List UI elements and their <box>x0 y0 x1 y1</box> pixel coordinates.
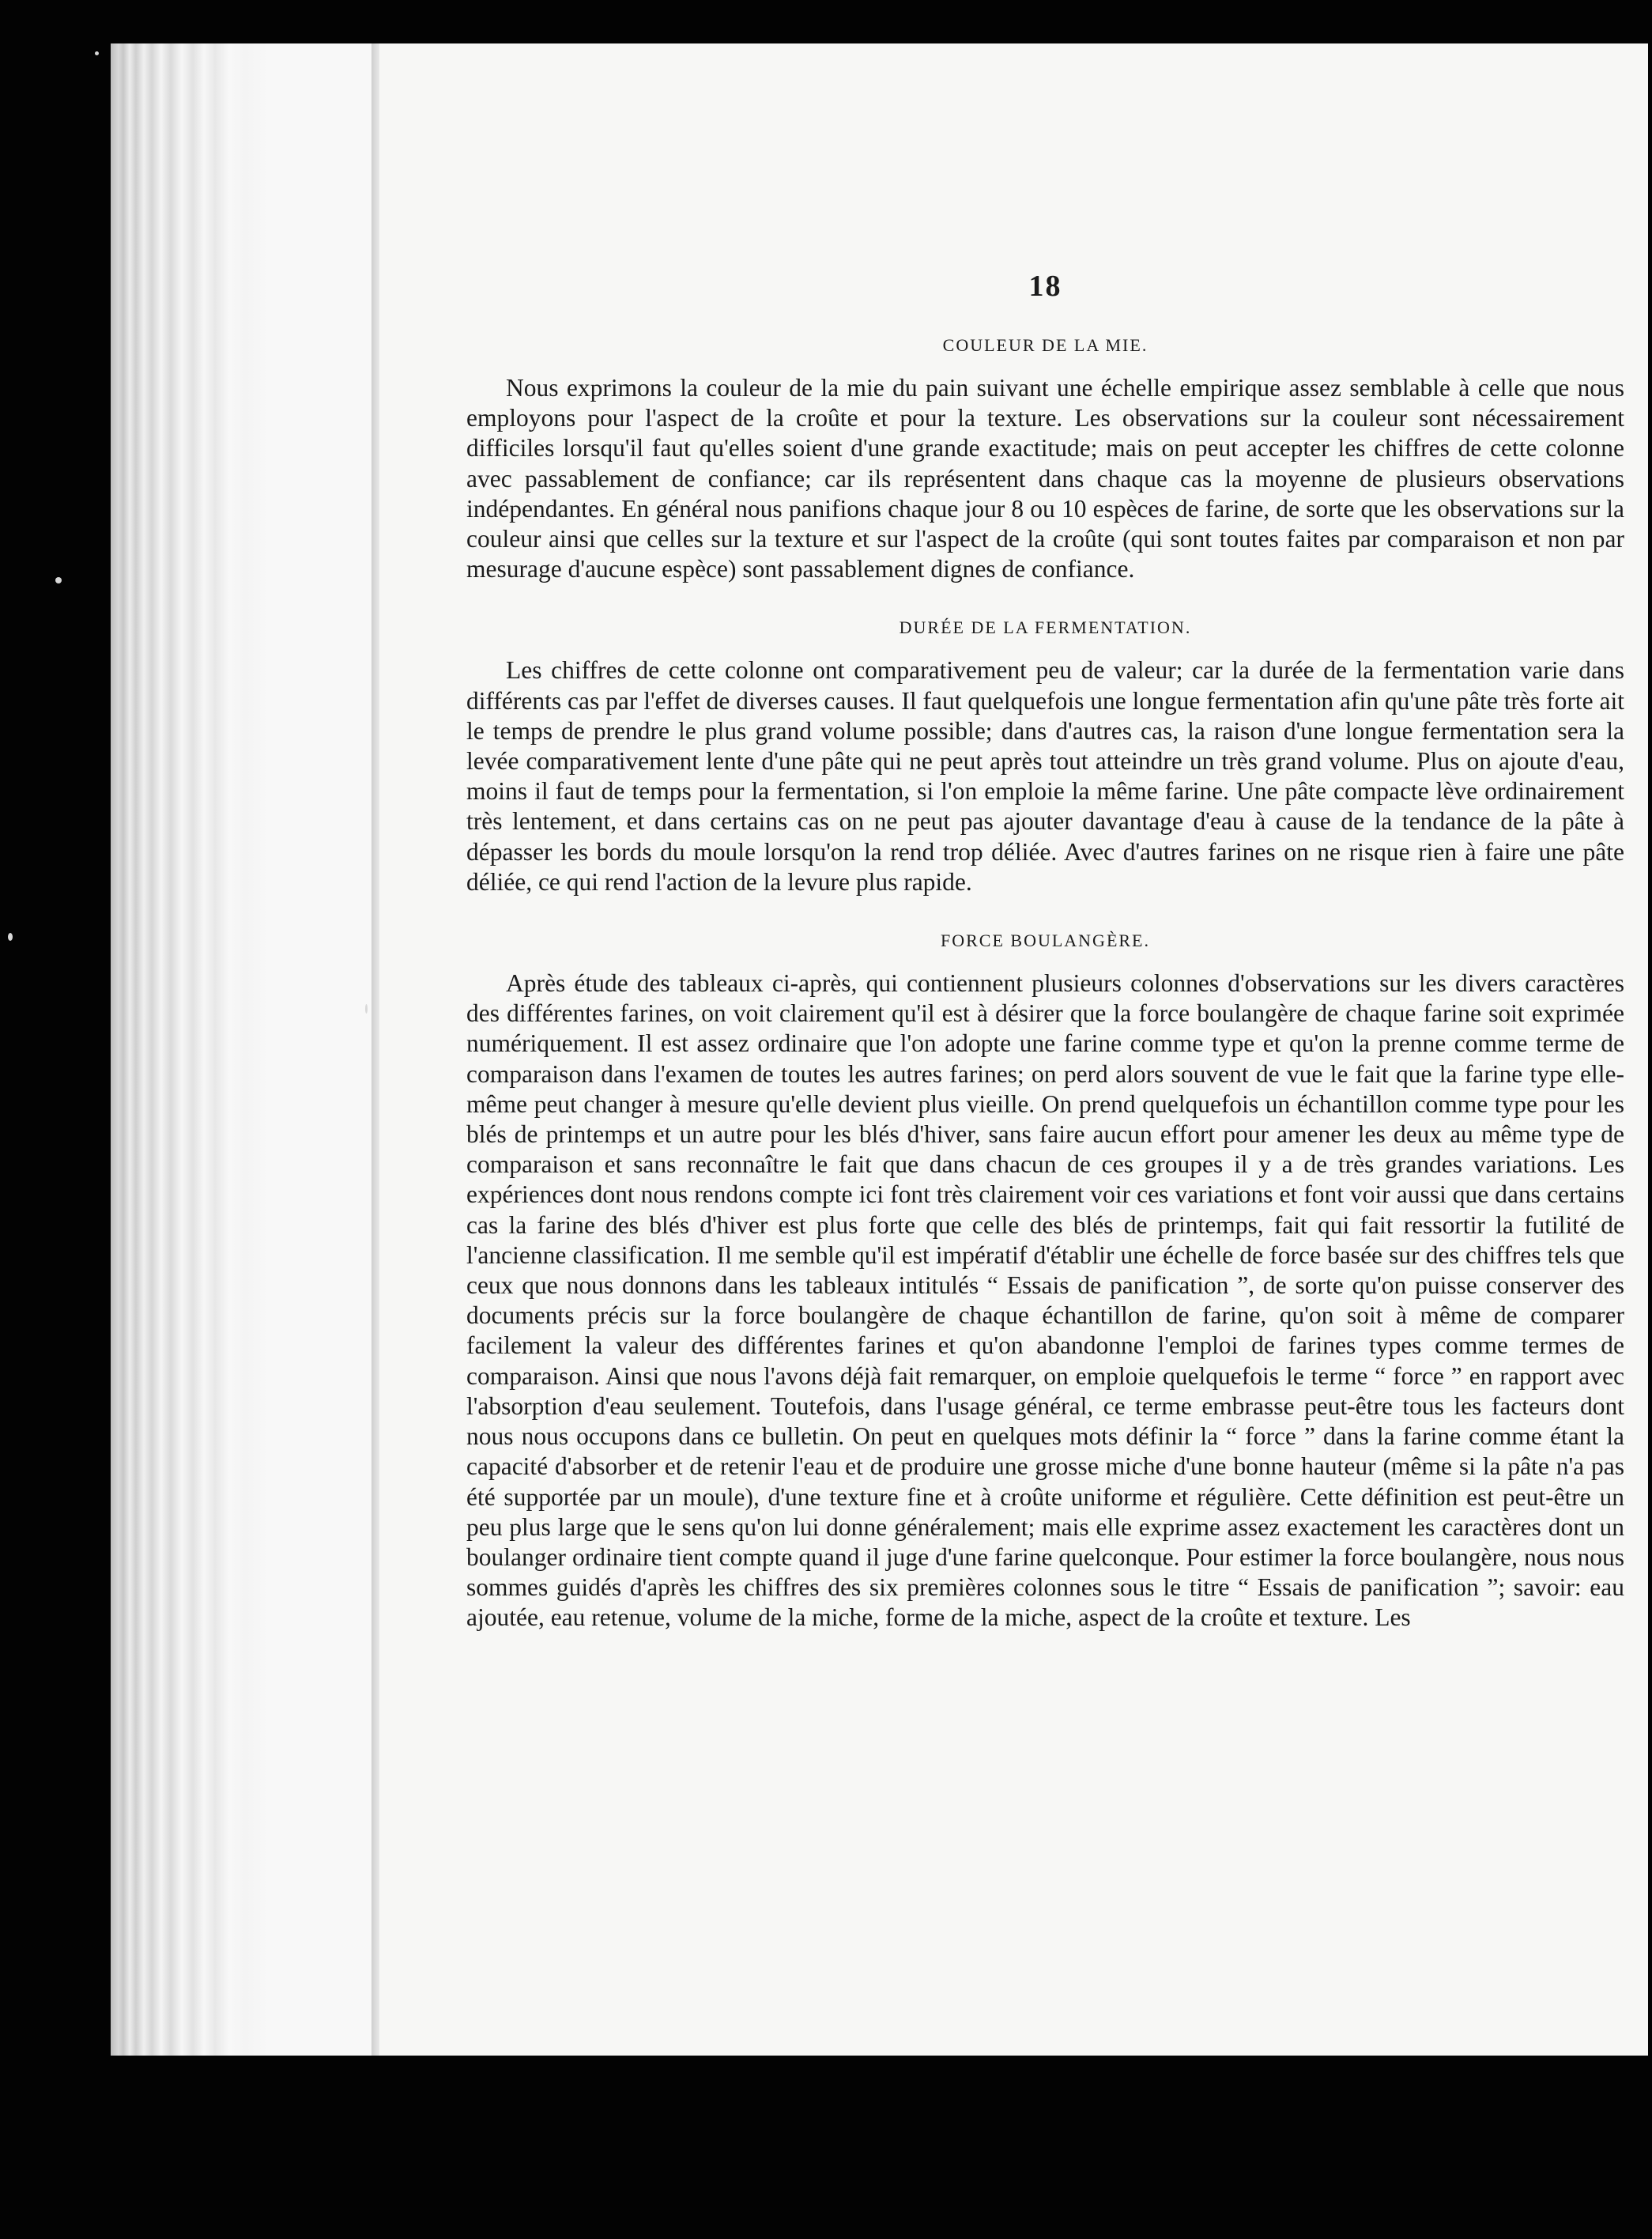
section-heading-couleur: COULEUR DE LA MIE. <box>942 335 1148 355</box>
paragraph-force: Après étude des tableaux ci-après, qui contiennent plusieurs colonnes d'observations sur les divers caractères des différentes farines, on voit clairement qu'il est à désirer que la force boulangère de chaque farine soit exprimée numériquement. Il est assez ordinaire que l'on adopte une farine comme type et qu'on la prenne comme terme de comparaison dans l'examen de toutes les autres farines; on perd alors souvent de vue le fait que la farine type elle-même peut changer à mesure qu'elle devient plus vieille. On prend quelquefois un échantillon comme type pour les blés de printemps et un autre pour les blés d'hiver, sans faire aucun effort pour amener les deux au même type de comparaison et sans reconnaître le fait que dans chacun de ces groupes il y a de très grandes variations. Les expériences dont nous rendons compte ici font très clairement voir ces variations et font voir aussi que dans certains cas la farine des blés d'hiver est plus forte que celle des blés de printemps, fait qui fait ressortir la futilité de l'ancienne classification. Il me semble qu'il est impératif d'établir une échelle de force basée sur des chiffres tels que ceux que nous donnons dans les tableaux intitulés “ Essais de panification ”, de sorte qu'on puisse conserver des documents précis sur la force boulangère de chaque échantillon de farine, qu'on soit à même de comparer facilement la valeur des différentes farines et qu'on abandonne l'emploi de farines types comme termes de comparaison. Ainsi que nous l'avons déjà fait remarquer, on emploie quelquefois le terme “ force ” en rapport avec l'absorption d'eau seulement. Toutefois, dans l'usage général, ce terme embrasse peut-être tous les facteurs dont nous nous occupons dans ce bulletin. On peut en quelques mots définir la “ force ” dans la farine comme étant la capacité d'absorber et de retenir l'eau et de produire une grosse miche d'une bonne hauteur (même si la pâte n'a pas été supportée par un moule), d'une texture fine et à croûte uniforme et régulière. Cette définition est peut-être un peu plus large que le sens qu'on lui donne généralement; mais elle exprime assez exactement les caractères dont un boulanger ordinaire tient compte quand il juge d'une farine quelconque. Pour estimer la force boulangère, nous nous sommes guidés d'après les chiffres des six premières colonnes sous le titre “ Essais de panification ”; savoir: eau ajoutée, eau retenue, volume de la miche, forme de la miche, aspect de la croûte et texture. Les <box>466 969 1624 1632</box>
paragraph-couleur: Nous exprimons la couleur de la mie du pain suivant une échelle empirique assez semblable à celle que nous employons pour l'aspect de la croûte et pour la texture. Les observations sur la couleur sont nécessairement difficiles lorsqu'il faut qu'elles soient d'une grande exactitude; mais on peut accepter les chiffres de cette colonne avec passablement de confiance; car ils représentent dans chaque cas la moyenne de plusieurs observations indépendantes. En général nous panifions chaque jour 8 ou 10 espèces de farine, de sorte que les observations sur la couleur ainsi que celles sur la texture et sur l'aspect de la croûte (qui sont toutes faites par comparaison et non par mesurage d'aucune espèce) sont passablement dignes de confiance. <box>466 374 1624 583</box>
section-heading-force: FORCE BOULANGÈRE. <box>940 931 1150 951</box>
section-heading-duree: DURÉE DE LA FERMENTATION. <box>899 617 1192 638</box>
document-body <box>466 269 1624 1667</box>
page-number: 18 <box>1028 270 1062 303</box>
paragraph-duree: Les chiffres de cette colonne ont comparativement peu de valeur; car la durée de la fermentation varie dans différents cas par l'effet de diverses causes. Il faut quelquefois une longue fermentation afin qu'une pâte très forte ait le temps de prendre le plus grand volume possible; dans d'autres cas, la raison d'une longue fermentation sera la levée comparativement lente d'une pâte qui ne peut après tout atteindre un très grand volume. Plus on ajoute d'eau, moins il faut de temps pour la fermentation, si l'on emploie la même farine. Une pâte compacte lève ordinairement très lentement, et dans certains cas on ne peut pas ajouter davantage d'eau à cause de la tendance de la pâte à dépasser les bords du moule lorsqu'on la rend trop déliée. Avec d'autres farines on ne risque rien à faire une pâte déliée, ce qui rend l'action de la levure plus rapide. <box>466 656 1624 896</box>
